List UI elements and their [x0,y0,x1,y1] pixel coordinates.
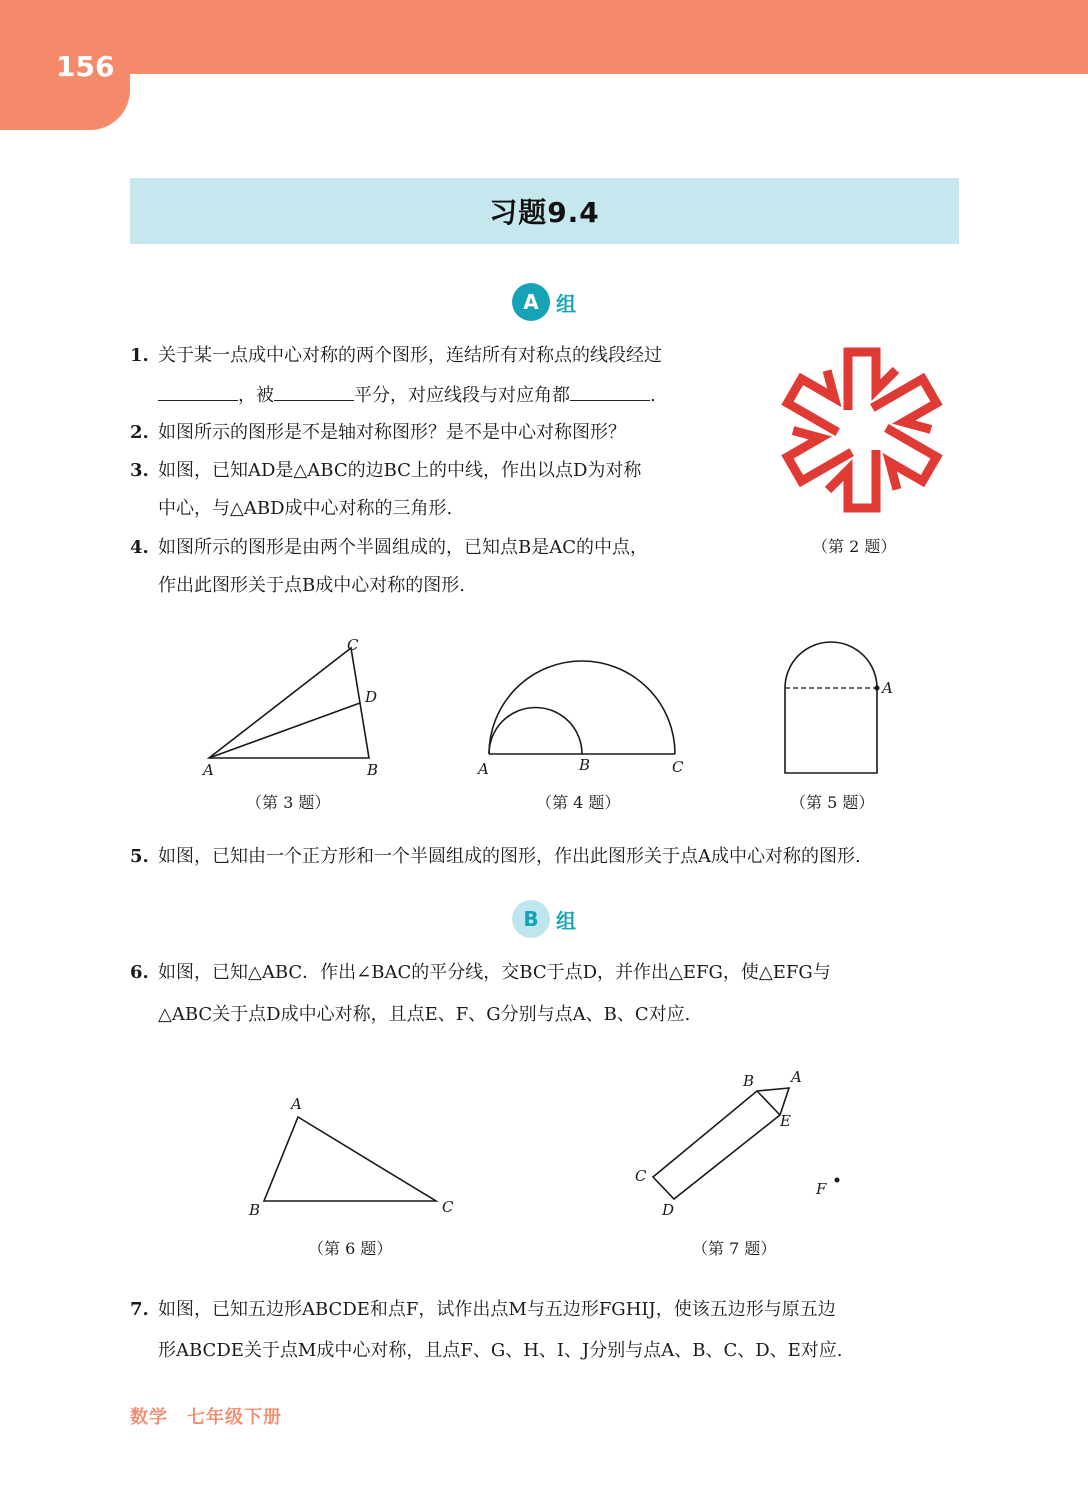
problem-1-line-2: ，被 平分，对应线段与对应角都 . [158,386,656,405]
caption-figure-3: （第 3 题） [246,793,331,812]
caption-figure-6: （第 6 题） [308,1239,393,1258]
label-B: B [367,761,379,779]
problem-7-line-2: 形ABCDE关于点M成中心对称，且点F、G、H、I、J分别与点A、B、C、D、E对应. [158,1340,843,1361]
section-title-bar [130,178,959,244]
label-F: F [816,1180,827,1198]
problem-3-line-2: 中心，与△ABD成中心对称的三角形. [158,498,453,519]
label-C: C [347,636,359,654]
figure-6-triangle [240,1090,470,1220]
section-title: 习题9.4 [489,196,600,229]
caption-figure-2: （第 2 题） [812,537,897,556]
label-A: A [882,679,893,697]
label-E: E [780,1112,791,1130]
group-b-header [0,900,1088,938]
blank-1 [158,386,238,401]
page-number: 156 [56,50,115,83]
label-C: C [635,1167,647,1185]
figure-3-triangle [195,630,395,780]
problem-2: 2. 如图所示的图形是不是轴对称图形？是不是中心对称图形？ [130,422,626,443]
group-a-badge: A [512,283,550,321]
label-A: A [291,1095,302,1113]
blank-2 [274,386,354,401]
figure-5-square-semicircle [770,640,900,780]
problem-5: 5. 如图，已知由一个正方形和一个半圆组成的图形，作出此图形关于点A成中心对称的图形. [130,846,861,867]
group-b-label: 组 [556,908,576,933]
group-a-label: 组 [556,291,576,316]
label-B: B [579,756,591,774]
figure-2-star [762,344,962,516]
problem-1-line-1: 1. 关于某一点成中心对称的两个图形，连结所有对称点的线段经过 [130,345,662,366]
label-C: C [672,758,684,776]
label-D: D [662,1201,675,1219]
footer-book-title: 数学 七年级下册 [130,1407,282,1428]
caption-figure-4: （第 4 题） [536,793,621,812]
figure-4-semicircles [470,650,690,780]
label-C: C [442,1198,454,1216]
caption-figure-5: （第 5 题） [790,793,875,812]
group-a-header [0,283,1088,321]
problem-3-line-1: 3. 如图，已知AD是△ABC的边BC上的中线，作出以点D为对称 [130,460,642,481]
blank-3 [570,386,650,401]
label-D: D [365,688,378,706]
problem-4-line-1: 4. 如图所示的图形是由两个半圆组成的，已知点B是AC的中点， [130,537,648,558]
group-b-badge: B [512,900,550,938]
problem-6-line-1: 6. 如图，已知△ABC．作出∠BAC的平分线，交BC于点D，并作出△EFG，使△EFG与 [130,962,831,983]
figure-7-pentagon [625,1062,865,1222]
caption-figure-7: （第 7 题） [692,1239,777,1258]
label-A: A [791,1068,802,1086]
header-bar [0,0,1088,74]
problem-4-line-2: 作出此图形关于点B成中心对称的图形. [158,575,465,596]
label-A: A [203,761,214,779]
problem-6-line-2: △ABC关于点D成中心对称，且点E、F、G分别与点A、B、C对应. [158,1004,691,1025]
label-A: A [478,760,489,778]
problem-7-line-1: 7. 如图，已知五边形ABCDE和点F，试作出点M与五边形FGHIJ，使该五边形与原五边 [130,1299,836,1320]
label-B: B [743,1072,755,1090]
label-B: B [249,1201,261,1219]
